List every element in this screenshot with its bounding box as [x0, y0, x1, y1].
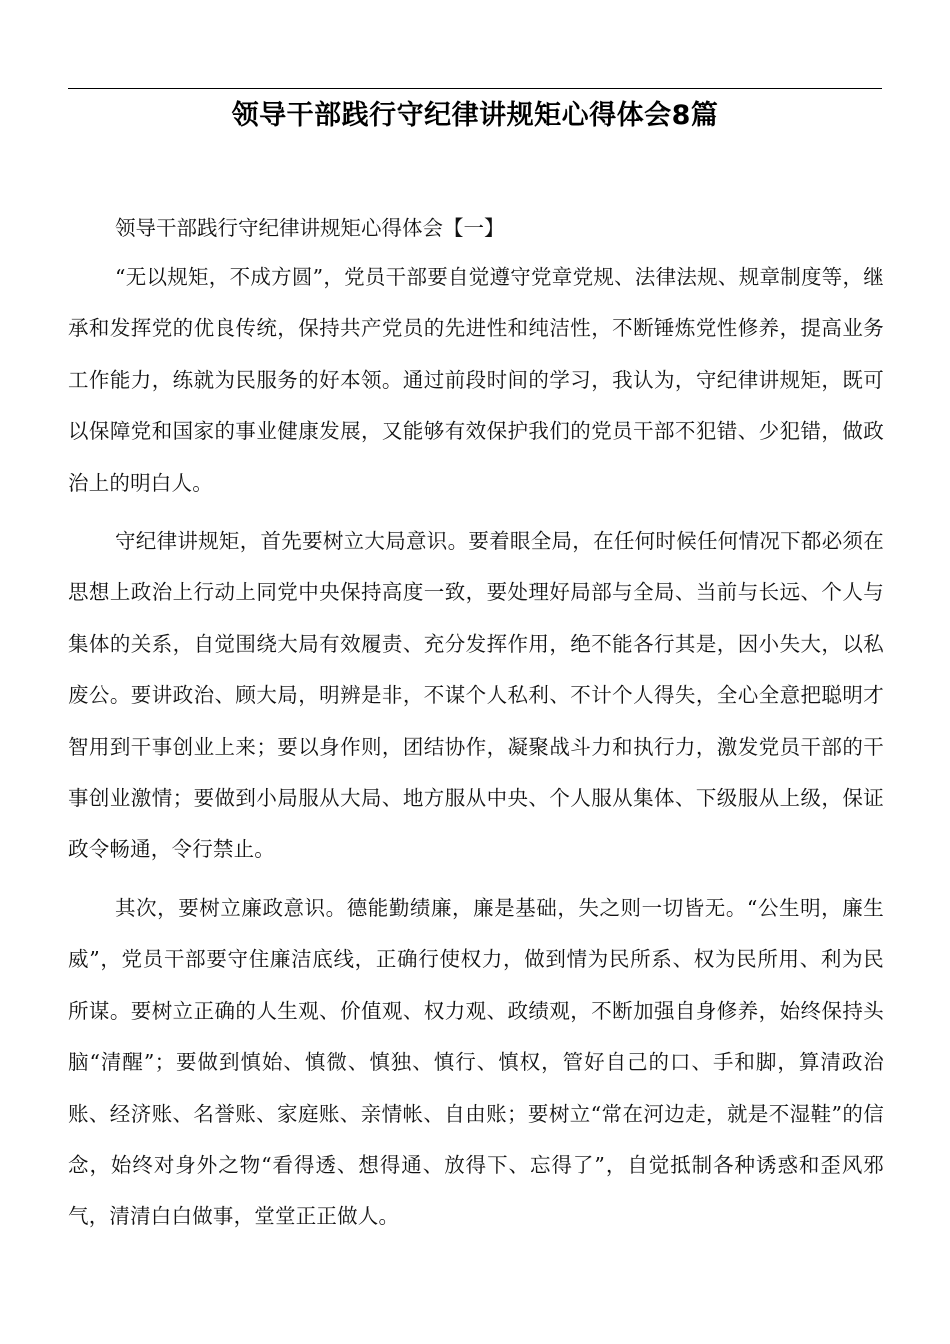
- paragraph-3: 其次，要树立廉政意识。德能勤绩廉，廉是基础，失之则一切皆无。“公生明，廉生威”，党员干部要守住廉洁底线，正确行使权力，做到情为民所系、权为民所用、利为民所谋。要树立正确的人生观、价值观、权力观、政绩观，不断加强自身修养，始终保持头脑“清醒”；要做到慎始、慎微、慎独、慎行、慎权，管好自己的口、手和脚，算清政治账、经济账、名誉账、家庭账、亲情帐、自由账；要树立“常在河边走，就是不湿鞋”的信念，始终对身外之物“看得透、想得通、放得下、忘得了”，自觉抵制各种诱惑和歪风邪气，清清白白做事，堂堂正正做人。: [68, 895, 884, 1229]
- document-title: 领导干部践行守纪律讲规矩心得体会8篇: [231, 100, 719, 131]
- document-body: [68, 209, 884, 1250]
- paragraph-1: “无以规矩，不成方圆”，党员干部要自觉遵守党章党规、法律法规、规章制度等，继承和发挥党的优良传统，保持共产党员的先进性和纯洁性，不断锤炼党性修养，提高业务工作能力，练就为民服务的好本领。通过前段时间的学习，我认为，守纪律讲规矩，既可以保障党和国家的事业健康发展，又能够有效保护我们的党员干部不犯错、少犯错，做政治上的明白人。: [68, 265, 884, 495]
- header-rule: [68, 88, 882, 89]
- paragraph-2: 守纪律讲规矩，首先要树立大局意识。要着眼全局，在任何时候任何情况下都必须在思想上政治上行动上同党中央保持高度一致，要处理好局部与全局、当前与长远、个人与集体的关系，自觉围绕大局有效履责、充分发挥作用，绝不能各行其是，因小失大，以私废公。要讲政治、顾大局，明辨是非，不谋个人私利、不计个人得失，全心全意把聪明才智用到干事创业上来；要以身作则，团结协作，凝聚战斗力和执行力，激发党员干部的干事创业激情；要做到小局服从大局、地方服从中央、个人服从集体、下级服从上级，保证政令畅通，令行禁止。: [68, 529, 884, 862]
- section-heading: 领导干部践行守纪律讲规矩心得体会【一】: [115, 216, 505, 240]
